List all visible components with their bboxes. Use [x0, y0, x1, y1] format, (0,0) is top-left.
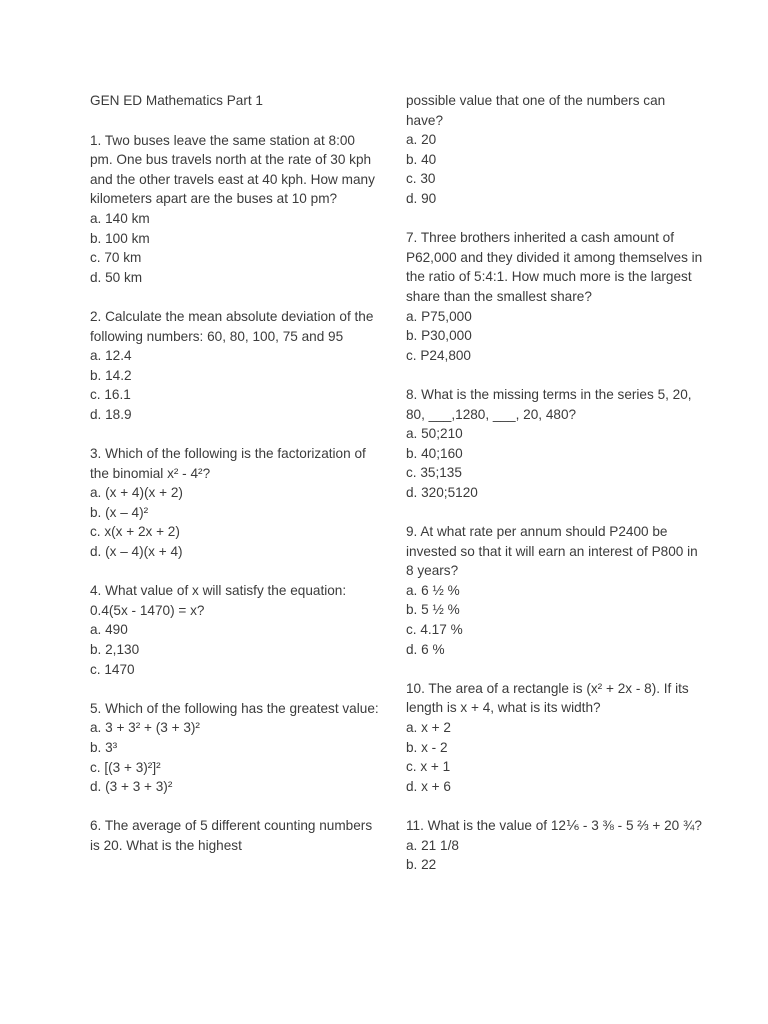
question-text: 5. Which of the following has the greatest value:	[90, 700, 379, 716]
answer-options	[406, 424, 706, 502]
answer-options	[406, 718, 706, 796]
left-column	[90, 91, 380, 875]
question-text: 2. Calculate the mean absolute deviation of the following numbers: 60, 80, 100, 75 and 95	[90, 308, 374, 344]
answer-option: a. 3 + 3² + (3 + 3)²	[90, 720, 200, 736]
question-text: 3. Which of the following is the factorization of the binomial x² - 4²?	[90, 446, 366, 481]
answer-option: d. 90	[406, 190, 437, 206]
question-text-continuation: possible value that one of the numbers can have?	[406, 93, 666, 128]
answer-option: b. x - 2	[406, 739, 448, 755]
answer-options	[406, 581, 706, 659]
question-7	[406, 228, 706, 365]
question-9	[406, 522, 706, 659]
answer-option: c. 4.17 %	[406, 622, 463, 638]
question-text: 11. What is the value of 12⅙ - 3 ⅜ - 5 ⅔ + 20 ¾?	[406, 817, 702, 833]
answer-option: d. 6 %	[406, 641, 445, 657]
question-10	[406, 679, 706, 797]
answer-option: a. 21 1/8	[406, 837, 459, 853]
answer-option: b. 3³	[90, 740, 118, 755]
answer-option: d. 18.9	[90, 406, 132, 422]
question-4	[90, 581, 380, 679]
answer-options	[406, 130, 706, 208]
answer-option: b. 14.2	[90, 367, 132, 383]
question-text: 6. The average of 5 different counting numbers is 20. What is the highest	[90, 818, 373, 853]
question-5	[90, 699, 380, 797]
answer-option: c. x + 1	[406, 759, 451, 775]
answer-option: d. 320;5120	[406, 484, 478, 500]
answer-option: b. 100 km	[90, 230, 150, 246]
question-1	[90, 131, 380, 288]
answer-options	[90, 209, 380, 287]
answer-option: a. 20	[406, 132, 437, 148]
answer-option: c. 1470	[90, 661, 135, 677]
answer-options	[90, 483, 380, 561]
right-column	[406, 91, 706, 894]
question-text: 8. What is the missing terms in the series 5, 20, 80, ___,1280, ___, 20, 480?	[406, 386, 692, 422]
answer-option: b. 40;160	[406, 445, 463, 461]
answer-option: b. 40	[406, 151, 437, 167]
answer-option: d. (3 + 3 + 3)²	[90, 779, 173, 795]
answer-options	[406, 836, 706, 875]
answer-options	[90, 346, 380, 424]
answer-option: c. 16.1	[90, 387, 131, 403]
answer-option: a. 490	[90, 622, 128, 638]
answer-option: c. [(3 + 3)²]²	[90, 759, 161, 775]
answer-option: c. 70 km	[90, 250, 142, 266]
question-text: 1. Two buses leave the same station at 8:00 pm. One bus travels north at the rate of 30 kph and the other travels east at 40 kph. How many kilometers apart are the buses at 10 pm?	[90, 132, 375, 207]
question-2	[90, 307, 380, 425]
answer-option: c. P24,800	[406, 347, 471, 363]
answer-option: a. P75,000	[406, 308, 472, 324]
answer-option: b. 2,130	[90, 642, 140, 658]
answer-option: b. (x – 4)²	[90, 504, 149, 520]
answer-option: a. x + 2	[406, 720, 451, 735]
answer-option: d. (x – 4)(x + 4)	[90, 544, 183, 560]
answer-options	[90, 718, 380, 796]
question-6	[90, 816, 380, 855]
question-6-continued	[406, 91, 706, 209]
answer-option: c. 30	[406, 171, 436, 187]
answer-option: a. 12.4	[90, 348, 132, 364]
question-text: 9. At what rate per annum should P2400 be invested so that it will earn an interest of P800 in 8 years?	[406, 524, 698, 579]
answer-option: b. P30,000	[406, 328, 472, 344]
answer-option: d. x + 6	[406, 778, 451, 794]
answer-option: c. 35;135	[406, 465, 462, 481]
question-8	[406, 385, 706, 503]
answer-options	[90, 620, 380, 679]
answer-option: d. 50 km	[90, 269, 143, 285]
question-text: 4. What value of x will satisfy the equation: 0.4(5x - 1470) = x?	[90, 583, 347, 618]
answer-option: a. 50;210	[406, 426, 463, 442]
question-text: 10. The area of a rectangle is (x² + 2x - 8). If its length is x + 4, what is its width?	[406, 680, 689, 716]
document-title: GEN ED Mathematics Part 1	[90, 93, 263, 108]
answer-option: c. x(x + 2x + 2)	[90, 524, 180, 540]
answer-option: a. 6 ½ %	[406, 582, 460, 598]
question-3	[90, 444, 380, 562]
answer-option: a. (x + 4)(x + 2)	[90, 485, 183, 501]
answer-option: a. 140 km	[90, 210, 150, 226]
answer-option: b. 22	[406, 857, 437, 873]
answer-options	[406, 307, 706, 366]
question-11	[406, 816, 706, 875]
question-text: 7. Three brothers inherited a cash amount of P62,000 and they divided it among themselves in the ratio of 5:4:1. How much more is the largest share than the smallest share?	[406, 230, 703, 304]
answer-option: b. 5 ½ %	[406, 602, 460, 618]
